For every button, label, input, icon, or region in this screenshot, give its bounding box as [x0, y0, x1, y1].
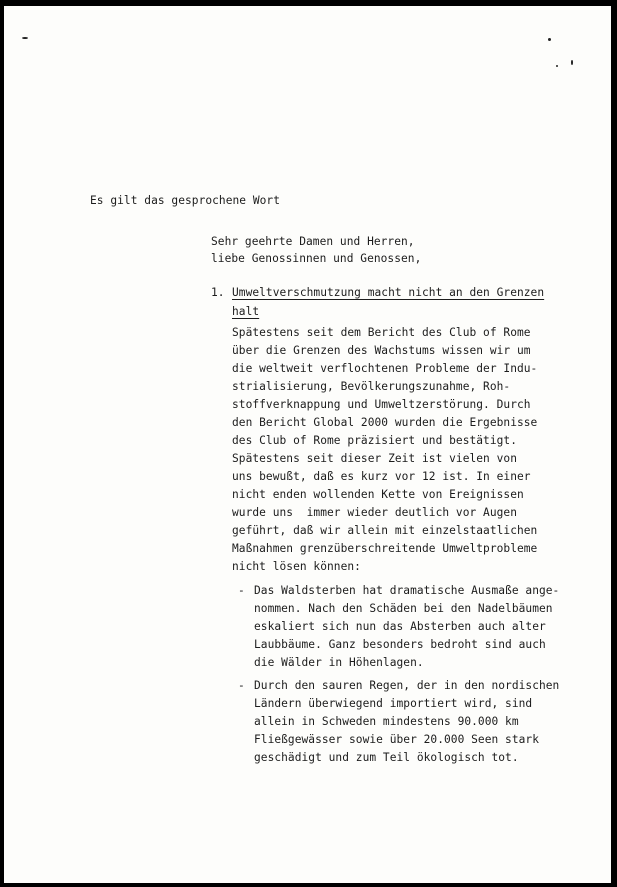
- bullet-line: geschädigt und zum Teil ökologisch tot.: [254, 751, 519, 764]
- paragraph-line: Spätestens seit dem Bericht des Club of Rome: [232, 326, 531, 339]
- bullet-marker: -: [238, 584, 245, 597]
- bullet-line: Laubbäume. Ganz besonders bedroht sind auch: [254, 638, 546, 651]
- section-number: 1.: [211, 286, 225, 299]
- paragraph-line: des Club of Rome präzisiert und bestätigt.: [232, 434, 517, 447]
- paragraph-line: strialisierung, Bevölkerungszunahme, Roh-: [232, 380, 511, 393]
- scan-speck: [548, 38, 551, 41]
- section-title-line-2: halt: [232, 305, 260, 318]
- salutation-line-2: liebe Genossinnen und Genossen,: [211, 252, 422, 265]
- bullet-line: Fließgewässer sowie über 20.000 Seen stark: [254, 733, 539, 746]
- scan-speck: [556, 65, 558, 67]
- paragraph-line: die weltweit verflochtenen Probleme der Indu-: [232, 362, 538, 375]
- bullet-line: allein in Schweden mindestens 90.000 km: [254, 715, 519, 728]
- section-title-line-1: Umweltverschmutzung macht nicht an den Grenzen: [232, 286, 545, 299]
- paragraph-line: über die Grenzen des Wachstums wissen wir um: [232, 344, 531, 357]
- salutation-line-1: Sehr geehrte Damen und Herren,: [211, 235, 415, 248]
- paragraph-line: Spätestens seit dieser Zeit ist vielen von: [232, 452, 517, 465]
- bullet-marker: -: [238, 679, 245, 692]
- paragraph-line: uns bewußt, daß es kurz vor 12 ist. In einer: [232, 470, 531, 483]
- bullet-line: eskaliert sich nun das Absterben auch alter: [254, 620, 546, 633]
- paragraph-line: geführt, daß wir allein mit einzelstaatlichen: [232, 524, 538, 537]
- speech-note: Es gilt das gesprochene Wort: [90, 194, 280, 207]
- bullet-line: Ländern überwiegend importiert wird, sind: [254, 697, 533, 710]
- paragraph-line: nicht enden wollenden Kette von Ereignissen: [232, 488, 524, 501]
- scan-speck: [571, 60, 573, 65]
- bullet-line: Das Waldsterben hat dramatische Ausmaße ange-: [254, 584, 560, 597]
- bullet-line: Durch den sauren Regen, der in den nordischen: [254, 679, 560, 692]
- bullet-line: nommen. Nach den Schäden bei den Nadelbäumen: [254, 602, 553, 615]
- paragraph-line: den Bericht Global 2000 wurden die Ergebnisse: [232, 416, 538, 429]
- scan-speck: [22, 37, 28, 39]
- paragraph-line: nicht lösen können:: [232, 560, 361, 573]
- document-page: [4, 6, 611, 883]
- paragraph-line: stoffverknappung und Umweltzerstörung. Durch: [232, 398, 531, 411]
- bullet-line: die Wälder in Höhenlagen.: [254, 656, 424, 669]
- paragraph-line: Maßnahmen grenzüberschreitende Umweltprobleme: [232, 542, 538, 555]
- paragraph-line: wurde uns immer wieder deutlich vor Augen: [232, 506, 517, 519]
